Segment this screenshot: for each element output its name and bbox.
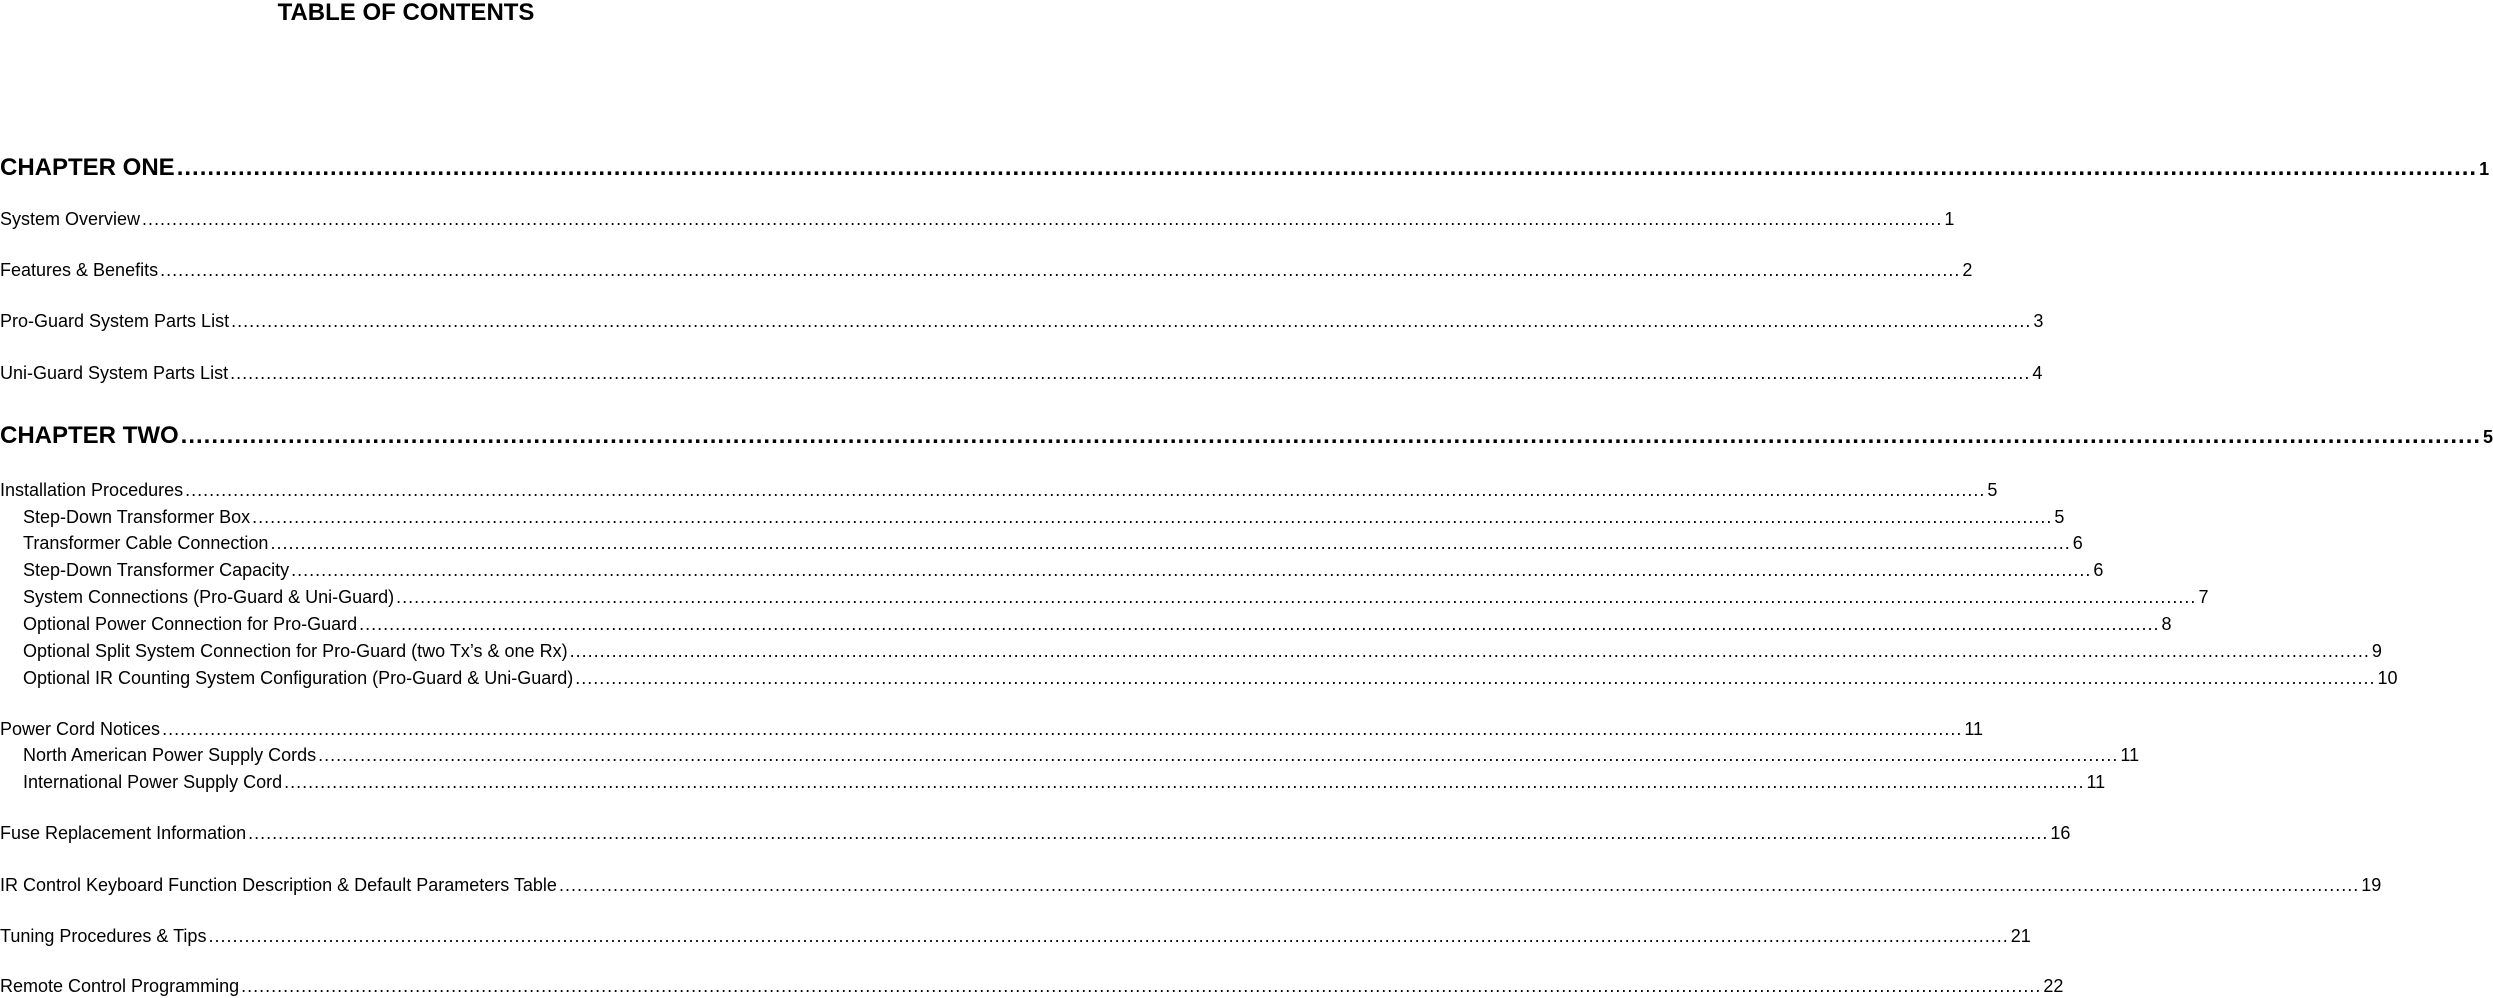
- toc-page-number: 6: [2072, 533, 2083, 553]
- toc-dot-leader: ............................................................................................................................................................................................................................................................................................................: [575, 668, 2376, 688]
- toc-entry-label: Remote Control Programming: [0, 976, 240, 996]
- toc-dot-leader: ............................................................................................................................................................................................................................................................................................................: [248, 823, 2049, 843]
- toc-entry-label: CHAPTER TWO: [0, 422, 179, 449]
- toc-dot-leader: ............................................................................................................................................................................................................................................................................................................: [252, 507, 2053, 527]
- toc-page-number: 2: [1962, 260, 1973, 280]
- toc-dot-leader: ............................................................................................................................................................................................................................................................................................................: [241, 976, 2042, 996]
- toc-entry-uni-guard-parts[interactable]: [0, 362, 2043, 384]
- toc-entry-label: International Power Supply Cord: [23, 772, 283, 792]
- toc-page-number: 7: [2198, 587, 2209, 607]
- toc-dot-leader: ............................................................................................................................................................................................................................................................................................................: [180, 422, 2482, 449]
- toc-page-number: 22: [2043, 976, 2064, 996]
- toc-dot-leader: ............................................................................................................................................................................................................................................................................................................: [569, 641, 2370, 661]
- toc-dot-leader: ............................................................................................................................................................................................................................................................................................................: [230, 363, 2031, 383]
- toc-page-number: 5: [2054, 507, 2065, 527]
- toc-entry-label: IR Control Keyboard Function Description & Default Parameters Table: [0, 875, 557, 895]
- toc-entry-international-cord[interactable]: [0, 771, 2106, 793]
- toc-page-number: 4: [2032, 363, 2043, 383]
- toc-entry-label: Fuse Replacement Information: [0, 823, 247, 843]
- toc-page-number: 21: [2010, 926, 2031, 946]
- toc-page-number: 6: [2093, 560, 2104, 580]
- toc-chapter-one[interactable]: [0, 154, 2490, 183]
- toc-entry-label: Transformer Cable Connection: [23, 533, 269, 553]
- toc-dot-leader: ............................................................................................................................................................................................................................................................................................................: [284, 772, 2085, 792]
- toc-entry-pro-guard-parts[interactable]: [0, 310, 2044, 332]
- toc-page-number: 8: [2161, 614, 2172, 634]
- toc-entry-label: Tuning Procedures & Tips: [0, 926, 207, 946]
- toc-dot-leader: ............................................................................................................................................................................................................................................................................................................: [558, 875, 2360, 895]
- toc-entry-transformer-cable[interactable]: [0, 532, 2083, 554]
- toc-entry-fuse-replacement[interactable]: [0, 822, 2071, 844]
- toc-dot-leader: ............................................................................................................................................................................................................................................................................................................: [160, 260, 1961, 280]
- toc-page-number: 1: [2479, 159, 2490, 179]
- toc-page-number: 11: [2086, 772, 2106, 792]
- toc-entry-label: Step-Down Transformer Box: [23, 507, 251, 527]
- toc-entry-label: System Connections (Pro-Guard & Uni-Guard): [23, 587, 395, 607]
- toc-page-number: 5: [1987, 480, 1998, 500]
- toc-entry-step-down-box[interactable]: [0, 506, 2065, 528]
- toc-entry-label: Optional Power Connection for Pro-Guard: [23, 614, 358, 634]
- toc-entry-transformer-capacity[interactable]: [0, 559, 2104, 581]
- toc-dot-leader: ............................................................................................................................................................................................................................................................................................................: [176, 154, 2478, 181]
- toc-entry-system-connections[interactable]: [0, 586, 2209, 608]
- toc-entry-label: Features & Benefits: [0, 260, 159, 280]
- toc-page-number: 9: [2371, 641, 2382, 661]
- toc-page-number: 11: [1964, 719, 1984, 739]
- toc-entry-label: Power Cord Notices: [0, 719, 161, 739]
- toc-chapter-two[interactable]: [0, 422, 2493, 451]
- toc-entry-north-american-cords[interactable]: [0, 744, 2140, 766]
- toc-entry-label: Optional IR Counting System Configuration (Pro-Guard & Uni-Guard): [23, 668, 574, 688]
- toc-entry-remote-programming[interactable]: [0, 975, 2064, 997]
- toc-dot-leader: ............................................................................................................................................................................................................................................................................................................: [359, 614, 2160, 634]
- toc-entry-tuning-procedures[interactable]: [0, 925, 2031, 947]
- toc-entry-label: Installation Procedures: [0, 480, 184, 500]
- toc-dot-leader: ............................................................................................................................................................................................................................................................................................................: [162, 719, 1963, 739]
- toc-entry-label: Pro-Guard System Parts List: [0, 311, 230, 331]
- toc-dot-leader: ............................................................................................................................................................................................................................................................................................................: [318, 745, 2119, 765]
- toc-entry-power-cord-notices[interactable]: [0, 718, 1984, 740]
- toc-page-number: 16: [2050, 823, 2071, 843]
- toc-entry-label: North American Power Supply Cords: [23, 745, 317, 765]
- toc-entry-label: CHAPTER ONE: [0, 154, 175, 181]
- toc-dot-leader: ............................................................................................................................................................................................................................................................................................................: [208, 926, 2009, 946]
- toc-dot-leader: ............................................................................................................................................................................................................................................................................................................: [270, 533, 2071, 553]
- toc-page-number: 1: [1944, 209, 1955, 229]
- toc-entry-label: System Overview: [0, 209, 141, 229]
- toc-entry-label: Optional Split System Connection for Pro-Guard (two Tx’s & one Rx): [23, 641, 568, 661]
- toc-page-number: 11: [2120, 745, 2140, 765]
- toc-page-number: 3: [2033, 311, 2044, 331]
- toc-page-number: 10: [2377, 668, 2398, 688]
- page-title: TABLE OF CONTENTS: [277, 0, 535, 26]
- toc-entry-label: Uni-Guard System Parts List: [0, 363, 229, 383]
- toc-entry-label: Step-Down Transformer Capacity: [23, 560, 290, 580]
- toc-page-number: 19: [2361, 875, 2382, 895]
- toc-entry-installation-procedures[interactable]: [0, 479, 1998, 501]
- toc-dot-leader: ............................................................................................................................................................................................................................................................................................................: [185, 480, 1986, 500]
- toc-entry-ir-keyboard[interactable]: [0, 874, 2382, 896]
- toc-dot-leader: ............................................................................................................................................................................................................................................................................................................: [231, 311, 2032, 331]
- toc-page-number: 5: [2483, 427, 2493, 447]
- toc-entry-optional-power[interactable]: [0, 613, 2172, 635]
- toc-entry-optional-ir-counting[interactable]: [0, 667, 2398, 689]
- toc-dot-leader: ............................................................................................................................................................................................................................................................................................................: [396, 587, 2197, 607]
- toc-dot-leader: ............................................................................................................................................................................................................................................................................................................: [142, 209, 1943, 229]
- toc-entry-optional-split[interactable]: [0, 640, 2382, 662]
- toc-dot-leader: ............................................................................................................................................................................................................................................................................................................: [291, 560, 2092, 580]
- toc-entry-features-benefits[interactable]: [0, 259, 1973, 281]
- toc-entry-system-overview[interactable]: [0, 208, 1955, 230]
